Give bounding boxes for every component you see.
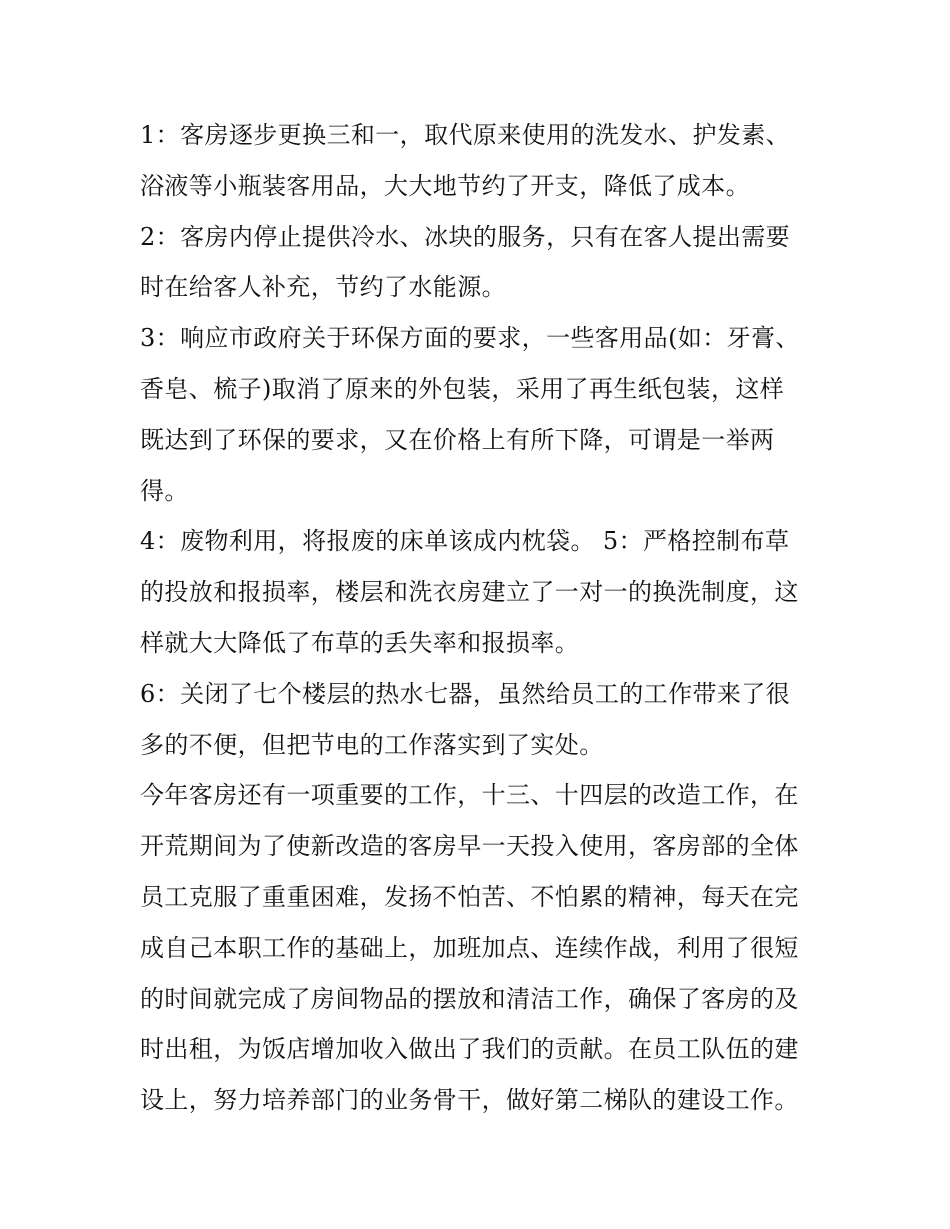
text-line: 员工克服了重重困难，发扬不怕苦、不怕累的精神，每天在完 [140, 882, 799, 911]
text-line: 浴液等小瓶装客用品，大大地节约了开支，降低了成本。 [140, 171, 750, 200]
text-line: 香皂、梳子)取消了原来的外包装，采用了再生纸包装，这样 [140, 374, 785, 403]
text-line: 多的不便，但把节电的工作落实到了实处。 [140, 730, 604, 759]
text-line: 6：关闭了七个楼层的热水七器，虽然给员工的工作带来了很 [140, 679, 791, 708]
text-line: 的时间就完成了房间物品的摆放和清洁工作，确保了客房的及 [140, 984, 799, 1013]
text-line: 既达到了环保的要求，又在价格上有所下降，可谓是一举两 [140, 425, 775, 454]
text-line: 的投放和报损率，楼层和洗衣房建立了一对一的换洗制度，这 [140, 578, 799, 607]
text-line: 今年客房还有一项重要的工作，十三、十四层的改造工作，在 [140, 781, 799, 810]
text-line: 样就大大降低了布草的丢失率和报损率。 [140, 628, 580, 657]
text-line: 开荒期间为了使新改造的客房早一天投入使用，客房部的全体 [140, 832, 799, 861]
text-line: 1：客房逐步更换三和一，取代原来使用的洗发水、护发素、 [140, 121, 791, 149]
text-line: 时在给客人补充，节约了水能源。 [140, 273, 506, 302]
text-line: 时出租，为饭店增加收入做出了我们的贡献。在员工队伍的建 [140, 1035, 799, 1064]
text-line: 3：响应市政府关于环保方面的要求，一些客用品(如：牙膏、 [140, 324, 800, 353]
text-line: 4：废物利用，将报废的床单该成内枕袋。 5：严格控制布草 [140, 527, 790, 556]
text-line: 设上，努力培养部门的业务骨干，做好第二梯队的建设工作。 [140, 1086, 799, 1115]
text-line: 得。 [140, 476, 189, 505]
document-body [140, 110, 820, 1126]
text-line: 成自己本职工作的基础上，加班加点、连续作战，利用了很短 [140, 933, 799, 962]
text-line: 2：客房内停止提供冷水、冰块的服务，只有在客人提出需要 [140, 222, 791, 251]
